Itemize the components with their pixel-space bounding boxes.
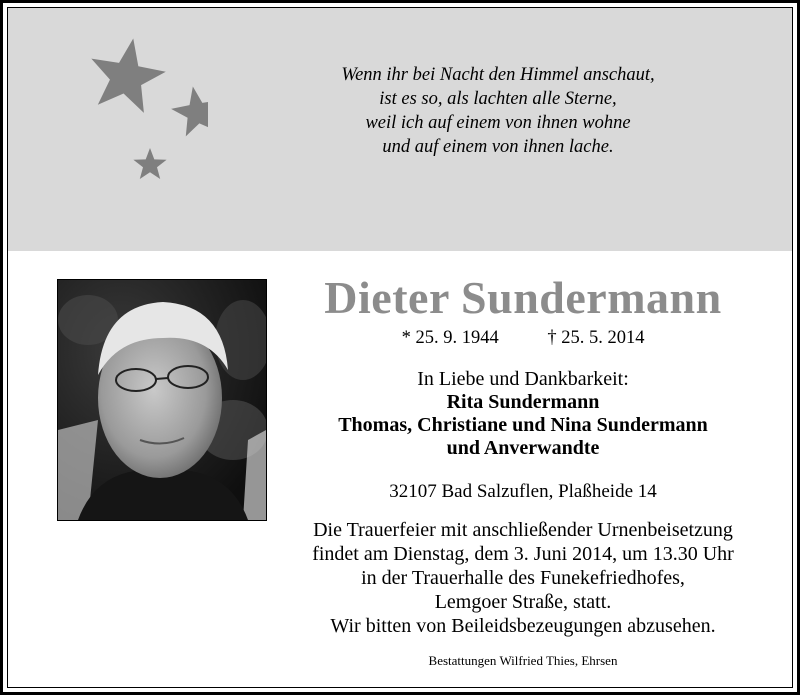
quote [268, 63, 728, 159]
star-icon [168, 82, 208, 138]
death-date: † 25. 5. 2014 [547, 328, 645, 348]
notice-line: findet am Dienstag, dem 3. Juni 2014, um 13.30 Uhr [312, 543, 734, 565]
deceased-name: Dieter Sundermann [324, 272, 722, 323]
quote-line: und auf einem von ihnen lache. [382, 137, 614, 157]
stars-graphic [8, 8, 208, 208]
mourner-name: Rita Sundermann [446, 391, 600, 413]
birth-date: * 25. 9. 1944 [401, 328, 499, 348]
obituary-card [7, 7, 793, 688]
mourner-name: und Anverwandte [446, 437, 600, 459]
notice-line: in der Trauerhalle des Funekefriedhofes, [361, 567, 685, 589]
header-band [8, 8, 792, 251]
mourner-name: Thomas, Christiane und Nina Sundermann [338, 414, 708, 436]
notice-line: Lemgoer Straße, statt. [434, 591, 612, 613]
quote-line: Wenn ihr bei Nacht den Himmel anschaut, [341, 65, 655, 85]
mourners-block [270, 368, 776, 460]
undertaker-credit: Bestattungen Wilfried Thies, Ehrsen [428, 653, 618, 668]
portrait-photo [57, 279, 267, 521]
notice-line: Wir bitten von Beileidsbezeugungen abzusehen. [330, 615, 716, 637]
mourners-intro: In Liebe und Dankbarkeit: [417, 368, 629, 390]
funeral-notice [270, 518, 776, 638]
quote-line: weil ich auf einem von ihnen wohne [365, 113, 631, 133]
quote-line: ist es so, als lachten alle Sterne, [379, 89, 617, 109]
notice-line: Die Trauerfeier mit anschließender Urnenbeisetzung [313, 519, 733, 541]
star-icon [84, 32, 171, 115]
address: 32107 Bad Salzuflen, Plaßheide 14 [389, 481, 657, 502]
star-icon [133, 148, 166, 179]
life-dates [308, 328, 738, 349]
